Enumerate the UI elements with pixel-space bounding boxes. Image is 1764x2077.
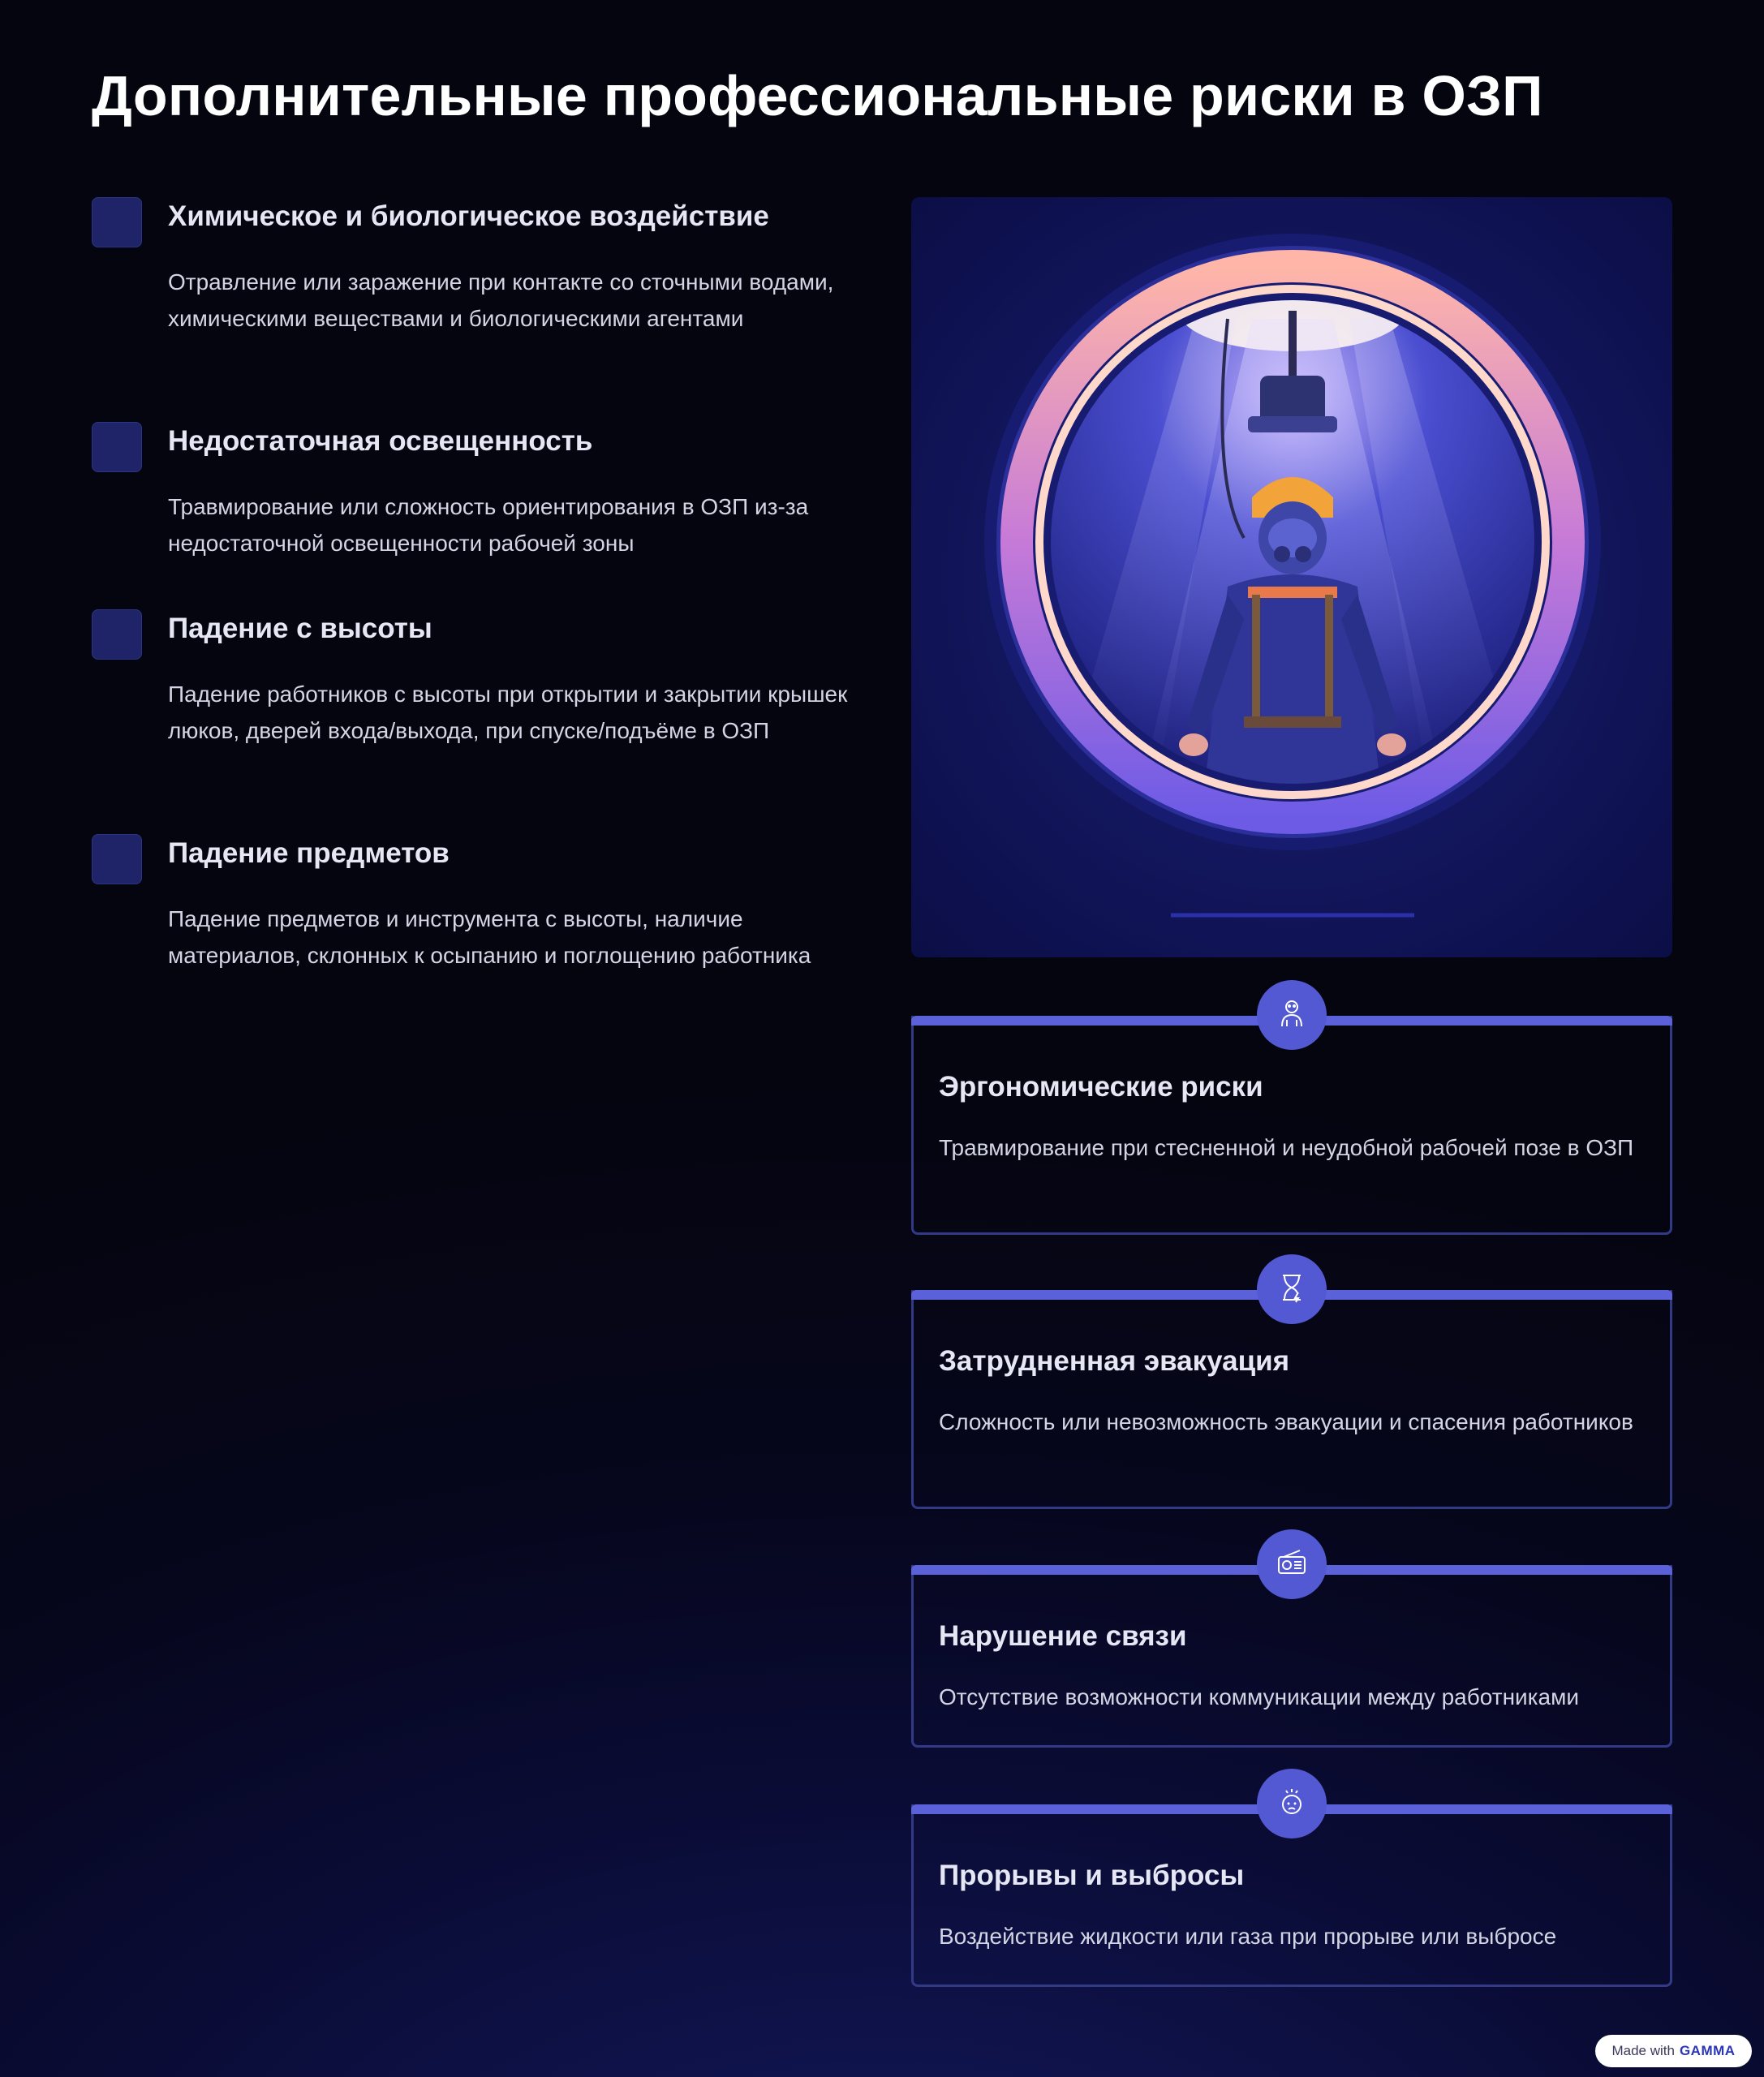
risk-card-breakthrough [911,1804,1672,1987]
risk-item-description: Отравление или заражение при контакте со сточными водами, химическими веществами и биологическими агентами [168,269,834,331]
risk-item-title: Недостаточная освещенность [168,425,593,457]
risk-card-evacuation [911,1290,1672,1509]
risk-item-lighting [92,422,846,568]
risk-item-description: Падение предметов и инструмента с высоты, наличие материалов, склонных к осыпанию и поглощению работника [168,906,811,968]
worker-in-manhole-image [911,197,1672,957]
risk-item-marker [92,834,142,884]
hero-illustration [911,197,1672,957]
risk-item-fall-height [92,609,846,796]
risk-item-title: Падение предметов [168,837,450,869]
card-title: Нарушение связи [939,1620,1187,1652]
risk-item-title: Падение с высоты [168,613,432,644]
card-description: Травмирование при стесненной и неудобной рабочей позе в ОЗП [939,1135,1634,1160]
risk-item-title: Химическое и биологическое воздействие [168,200,769,232]
card-title: Эргономические риски [939,1071,1263,1103]
face-icon [1276,1786,1308,1822]
risk-item-marker [92,422,142,472]
person-icon [1276,997,1308,1034]
card-icon-badge [1257,1769,1327,1838]
risk-item-description: Травмирование или сложность ориентирования в ОЗП из-за недостаточной освещенности рабочей зоны [168,494,809,556]
card-icon-badge [1257,980,1327,1050]
radio-icon [1276,1546,1308,1583]
risk-card-ergonomic [911,1016,1672,1235]
card-title: Затрудненная эвакуация [939,1345,1290,1377]
made-with-label: Made with [1611,2043,1675,2058]
risk-item-description: Падение работников с высоты при открытии и закрытии крышек люков, дверей входа/выхода, при спуске/подъёме в ОЗП [168,682,848,743]
risk-item-chemical [92,197,846,384]
risk-item-falling-objects [92,834,846,980]
card-title: Прорывы и выбросы [939,1860,1245,1891]
risk-card-communication [911,1565,1672,1748]
card-description: Отсутствие возможности коммуникации между работниками [939,1684,1580,1709]
page-title: Дополнительные профессиональные риски в ОЗП [92,64,1543,127]
risk-item-marker [92,197,142,247]
card-icon-badge [1257,1254,1327,1324]
card-icon-badge [1257,1529,1327,1599]
made-with-gamma-badge[interactable] [1595,2035,1752,2067]
card-description: Воздействие жидкости или газа при прорыве или выбросе [939,1924,1557,1949]
hourglass-icon [1276,1271,1308,1308]
gamma-logo: GAMMA [1679,2043,1736,2058]
card-description: Сложность или невозможность эвакуации и спасения работников [939,1409,1633,1434]
risk-item-marker [92,609,142,660]
